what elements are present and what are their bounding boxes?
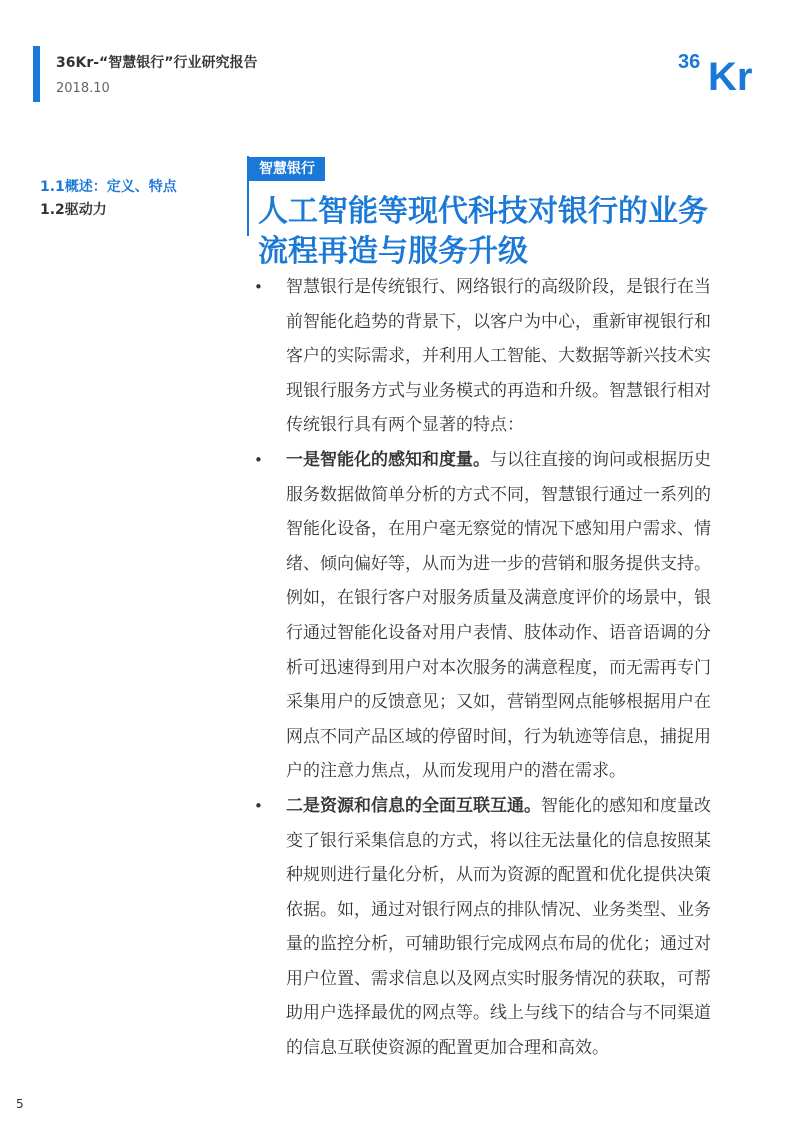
section-tag: 智慧银行 — [249, 157, 325, 181]
bullet-dot-icon: • — [254, 450, 263, 469]
table-of-contents — [40, 176, 177, 222]
report-title: 36Kr-“智慧银行”行业研究报告 — [56, 55, 258, 71]
header-accent-bar — [33, 46, 40, 102]
bullet-connectivity — [252, 789, 722, 1066]
section-heading: 人工智能等现代科技对银行的业务流程再造与服务升级 — [258, 194, 708, 269]
logo-number-text: 36 — [678, 51, 701, 73]
toc-item-overview[interactable]: 1.1概述：定义、特点 — [40, 179, 177, 195]
bullet-text: 智能化的感知和度量改变了银行采集信息的方式，将以往无法量化的信息按照某种规则进行量化分析，从而为资源的配置和优化提供决策依据。如，通过对银行网点的排队情况、业务类型、业务量的监控分析，可辅助银行完成网点布局的优化；通过对用户位置、需求信息以及网点实时服务情况的获取，可帮助用户选择最优的网点等。线上与线下的结合与不同渠道的信息互联使资源的配置更加合理和高效。 — [286, 795, 711, 1059]
page-number: 5 — [16, 1097, 24, 1111]
36kr-logo — [678, 44, 768, 94]
report-date: 2018.10 — [56, 81, 110, 96]
toc-item-drivers[interactable]: 1.2驱动力 — [40, 202, 107, 218]
bullet-intro — [252, 270, 722, 443]
bullet-list — [252, 270, 722, 1066]
bullet-dot-icon: • — [254, 796, 263, 815]
bullet-text: 与以往直接的询问或根据历史服务数据做简单分析的方式不同，智慧银行通过一系列的智能化设备，在用户毫无察觉的情况下感知用户需求、情绪、倾向偏好等，从而为进一步的营销和服务提供支持。例如，在银行客户对服务质量及满意度评价的场景中，银行通过智能化设备对用户表情、肢体动作、语音语调的分析可迅速得到用户对本次服务的满意程度，而无需再专门采集用户的反馈意见；又如，营销型网点能够根据用户在网点不同产品区域的停留时间，行为轨迹等信息，捕捉用户的注意力焦点，从而发现用户的潜在需求。 — [286, 449, 711, 782]
bullet-dot-icon: • — [254, 278, 263, 296]
bullet-lead: 二是资源和信息的全面互联互通。 — [286, 795, 541, 816]
bullet-lead: 一是智能化的感知和度量。 — [286, 449, 490, 470]
bullet-perception — [252, 443, 722, 789]
logo-letters: Kr — [708, 55, 753, 94]
bullet-text: 智慧银行是传统银行、网络银行的高级阶段，是银行在当前智能化趋势的背景下，以客户为中心，重新审视银行和客户的实际需求，并利用人工智能、大数据等新兴技术实现银行服务方式与业务模式的再造和升级。智慧银行相对传统银行具有两个显著的特点： — [286, 277, 711, 436]
